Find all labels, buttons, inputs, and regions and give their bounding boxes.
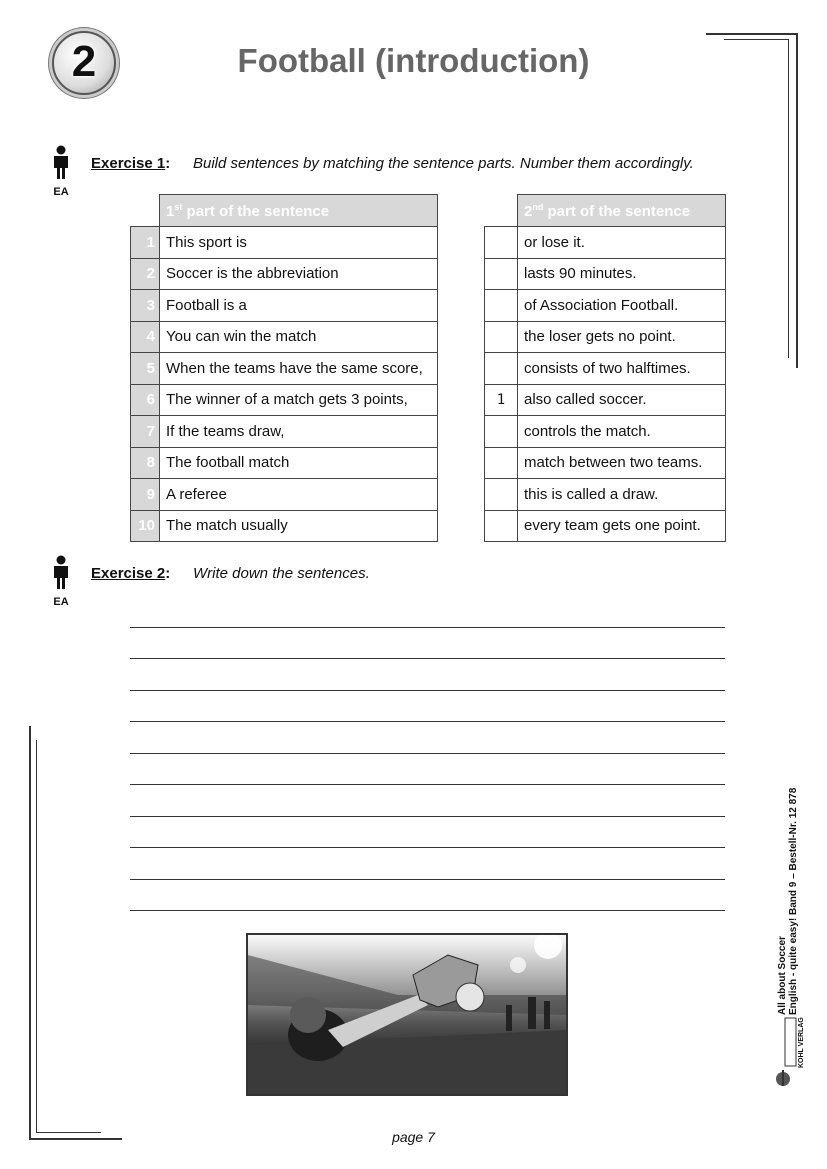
social-form-label: EA [53, 596, 69, 608]
table-row: 10 The match usually [131, 510, 438, 542]
writing-line[interactable] [130, 753, 725, 754]
answer-box[interactable] [485, 227, 518, 259]
table-row: 4 You can win the match [131, 321, 438, 353]
answer-box[interactable] [485, 258, 518, 290]
publisher-logo [775, 1016, 797, 1088]
second-part-table [484, 194, 726, 542]
second-part-header: 2nd part of the sentence [518, 195, 726, 227]
exercise-1-instruction: Build sentences by matching the sentence parts. Number them accordingly. [193, 155, 694, 172]
table-row: 6 The winner of a match gets 3 points, [131, 384, 438, 416]
writing-line[interactable] [130, 721, 725, 722]
writing-line[interactable] [130, 847, 725, 848]
answer-box[interactable] [485, 321, 518, 353]
goalkeeper-photo [246, 933, 568, 1096]
table-row: consists of two halftimes. [485, 353, 726, 385]
answer-box[interactable] [485, 447, 518, 479]
exercise-2-label: Exercise 2: [91, 565, 171, 582]
answer-box[interactable] [485, 290, 518, 322]
answer-box[interactable]: 1 [485, 384, 518, 416]
writing-line[interactable] [130, 658, 725, 659]
table-row: 3 Football is a [131, 290, 438, 322]
table-row: of Association Football. [485, 290, 726, 322]
table-row: 5 When the teams have the same score, [131, 353, 438, 385]
exercise-1-label: Exercise 1: [91, 155, 171, 172]
table-row: 7 If the teams draw, [131, 416, 438, 448]
table-row: 8 The football match [131, 447, 438, 479]
answer-box[interactable] [485, 416, 518, 448]
decorative-frame-top-right-inner [724, 39, 789, 358]
writing-line[interactable] [130, 690, 725, 691]
social-form-label: EA [53, 186, 69, 198]
page-title: Football (introduction) [237, 42, 590, 79]
table-row: this is called a draw. [485, 479, 726, 511]
publisher-name: KOHL VERLAG [798, 1017, 805, 1068]
table-row: 1 This sport is [131, 227, 438, 259]
writing-line[interactable] [130, 879, 725, 880]
table-row: or lose it. [485, 227, 726, 259]
decorative-frame-bottom-left-inner [36, 740, 101, 1133]
writing-line[interactable] [130, 816, 725, 817]
exercise-2-instruction: Write down the sentences. [193, 565, 370, 582]
table-row: every team gets one point. [485, 510, 726, 542]
table-row: 2 Soccer is the abbreviation [131, 258, 438, 290]
answer-box[interactable] [485, 479, 518, 511]
table-row: 1 also called soccer. [485, 384, 726, 416]
answer-box[interactable] [485, 510, 518, 542]
table-row: lasts 90 minutes. [485, 258, 726, 290]
writing-line[interactable] [130, 784, 725, 785]
first-part-header: 1st part of the sentence [160, 195, 438, 227]
answer-box[interactable] [485, 353, 518, 385]
first-part-table [130, 194, 438, 542]
table-row: the loser gets no point. [485, 321, 726, 353]
worksheet-number: 2 [71, 37, 97, 86]
writing-line[interactable] [130, 627, 725, 628]
table-row: match between two teams. [485, 447, 726, 479]
page-number: page 7 [392, 1129, 435, 1145]
writing-line[interactable] [130, 910, 725, 911]
table-row: controls the match. [485, 416, 726, 448]
table-row: 9 A referee [131, 479, 438, 511]
person-icon [51, 555, 71, 589]
person-icon [51, 145, 71, 179]
